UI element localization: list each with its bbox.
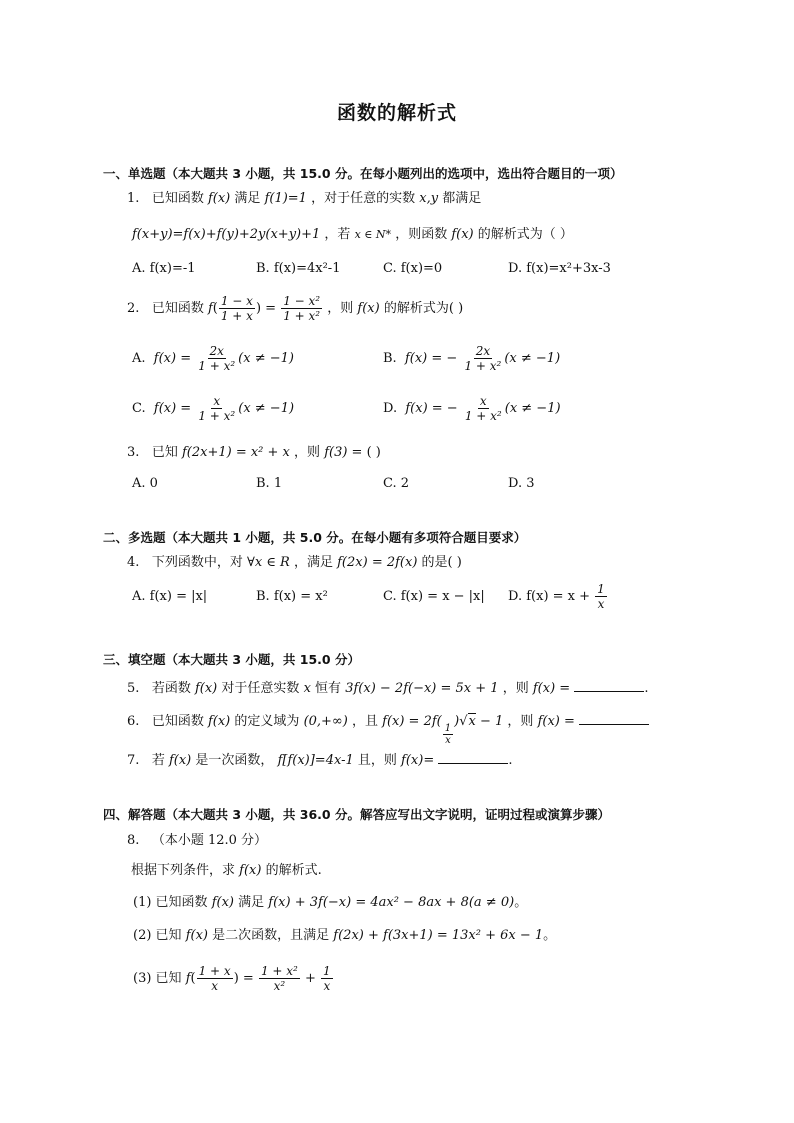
section-heading-single-choice: 一、单选题（本大题共 3 小题，共 15.0 分。在每小题列出的选项中，选出符合题目的一项） bbox=[103, 166, 623, 181]
q1-option-b: B. f(x)=4x²-1 bbox=[256, 261, 341, 276]
answer-blank[interactable] bbox=[579, 712, 649, 725]
q2-option-a: A. f(x) = $\frac{2x}{\text{1 + x²}}$ (x ≠ −1) bbox=[132, 344, 294, 373]
question-6-line: 6. 已知函数 f(x) 的定义域为 (0,+∞) ，且 f(x) = 2f( $\frac{1}{x}$ )√x − 1 ，则 f(x) = bbox=[127, 712, 649, 746]
question-8-part-2: (2) 已知 f(x) 是二次函数，且满足 f(2x) + f(3x+1) = 13x² + 6x − 1。 bbox=[133, 928, 557, 943]
q2-option-b: B. f(x) = − $\frac{2x}{\text{1 + x²}}$ (x ≠ −1) bbox=[383, 344, 561, 373]
question-8-part-3: (3) 已知 f( $\frac{1 + x}{x}$ ) = $\frac{\text{1 + x²}}{\text{x²}}$ + $\frac{1}{x}$ bbox=[133, 964, 331, 993]
q4-option-a: A. f(x) = |x| bbox=[132, 589, 208, 604]
answer-blank[interactable] bbox=[574, 679, 644, 692]
question-4-line: 4. 下列函数中，对 ∀x ∈ R ，满足 f(2x) = 2f(x) 的是( ) bbox=[127, 555, 462, 570]
question-5-line: 5. 若函数 f(x) 对于任意实数 x 恒有 3f(x) − 2f(−x) = 5x + 1 ，则 f(x) = . bbox=[127, 681, 649, 696]
q3-option-b: B. 1 bbox=[256, 476, 283, 491]
question-8-header: 8. （本小题 12.0 分） bbox=[127, 833, 268, 848]
question-3-line: 3. 已知 f(2x+1) = x² + x ，则 f(3) = ( ) bbox=[127, 445, 381, 460]
q1-option-c: C. f(x)=0 bbox=[383, 261, 443, 276]
question-1-line-1: 1. 已知函数 f(x) 满足 f(1)=1 ，对于任意的实数 x,y 都满足 bbox=[127, 191, 482, 206]
answer-blank[interactable] bbox=[438, 751, 508, 764]
q1-option-d: D. f(x)=x²+3x-3 bbox=[508, 261, 611, 276]
q4-option-d: D. f(x) = x + $\frac{1}{x}$ bbox=[508, 582, 605, 611]
section-heading-multi-choice: 二、多选题（本大题共 1 小题，共 5.0 分。在每小题有多项符合题目要求） bbox=[103, 530, 527, 545]
q2-option-c: C. f(x) = $\frac{x}{\text{1 + x²}}$ (x ≠ −1) bbox=[132, 394, 295, 423]
question-number: 1. bbox=[127, 191, 140, 206]
section-heading-fill-blank: 三、填空题（本大题共 3 小题，共 15.0 分） bbox=[103, 652, 360, 667]
page-title: 函数的解析式 bbox=[336, 102, 457, 124]
q3-option-a: A. 0 bbox=[132, 476, 158, 491]
question-1-line-2: f(x+y)=f(x)+f(y)+2y(x+y)+1 ，若 x ∈ N* ，则函数 f(x) 的解析式为（ ） bbox=[132, 227, 573, 242]
q4-option-c: C. f(x) = x − |x| bbox=[383, 589, 485, 604]
q1-option-a: A. f(x)=-1 bbox=[132, 261, 196, 276]
section-heading-solve: 四、解答题（本大题共 3 小题，共 36.0 分。解答应写出文字说明，证明过程或演算步骤） bbox=[103, 807, 610, 822]
question-2-line: 2. 已知函数 f( $\frac{1 - x}{1 + x}$ ) = $\frac{\text{1 − x²}}{\text{1 + x²}}$ ，则 f(x) 的解析式为( ) bbox=[127, 294, 464, 323]
q4-option-b: B. f(x) = x² bbox=[256, 589, 328, 604]
q3-option-c: C. 2 bbox=[383, 476, 410, 491]
question-8-intro: 根据下列条件，求 f(x) 的解析式. bbox=[131, 863, 322, 878]
q2-option-d: D. f(x) = − $\frac{x}{\text{1 + x²}}$ (x ≠ −1) bbox=[383, 394, 561, 423]
question-8-part-1: (1) 已知函数 f(x) 满足 f(x) + 3f(−x) = 4ax² − 8ax + 8(a ≠ 0)。 bbox=[133, 895, 528, 910]
q3-option-d: D. 3 bbox=[508, 476, 535, 491]
question-7-line: 7. 若 f(x) 是一次函数， f[f(x)]=4x-1 且，则 f(x)= . bbox=[127, 753, 513, 768]
